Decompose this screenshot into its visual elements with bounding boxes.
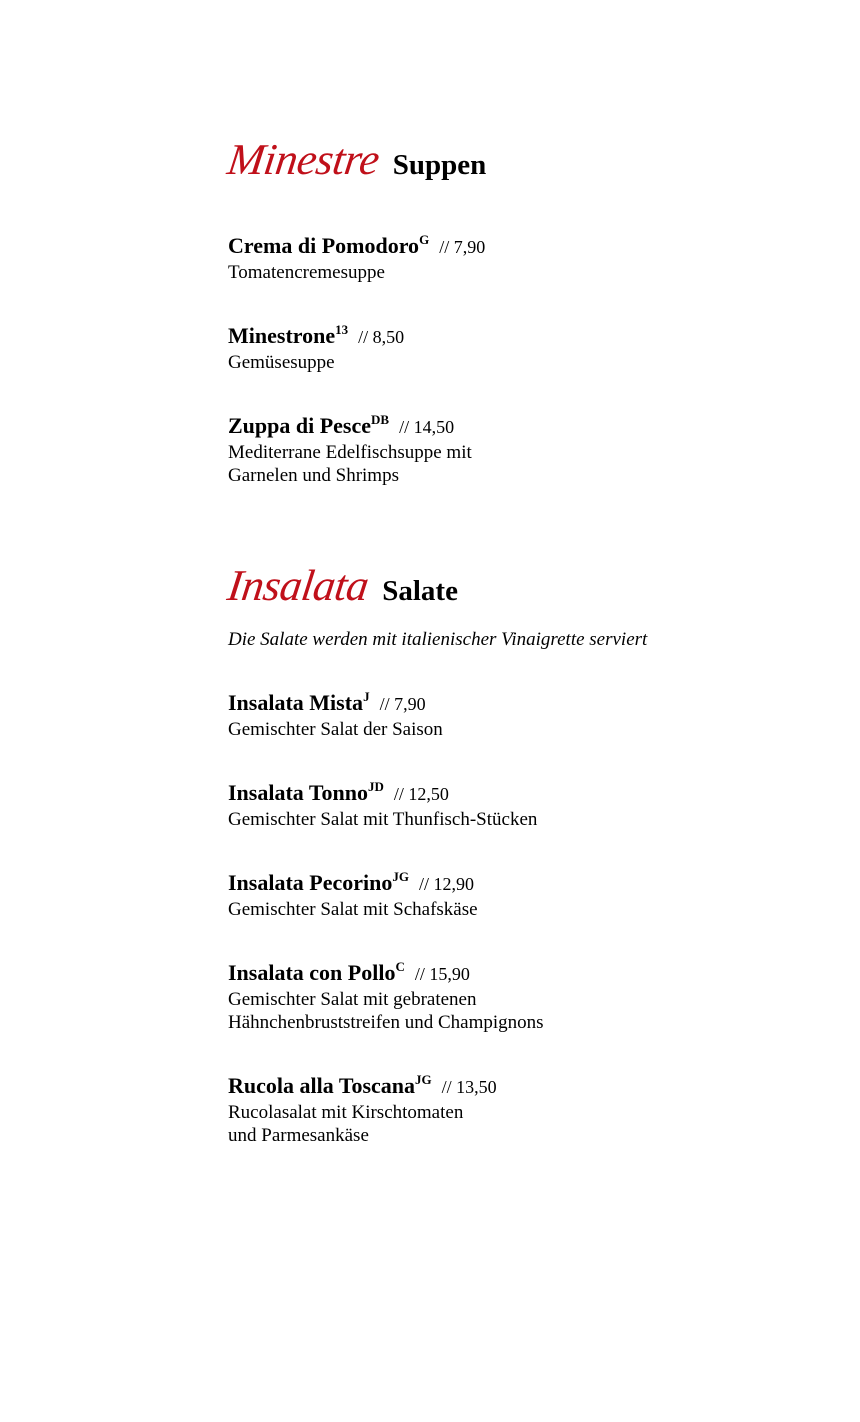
allergen-codes: G [419, 232, 430, 247]
item-price: // 13,50 [441, 1077, 497, 1097]
salad-note: Die Salate werden mit italienischer Vinaigrette serviert [228, 629, 648, 650]
section-title-german: Salate [382, 575, 458, 607]
allergen-codes: JD [368, 779, 384, 794]
menu-item [228, 775, 537, 831]
menu-item [228, 228, 485, 284]
section-title-german: Suppen [392, 149, 487, 181]
menu-item [228, 318, 404, 374]
item-name: Insalata Tonno [228, 780, 369, 805]
item-description: Gemüsesuppe [228, 352, 335, 373]
allergen-codes: C [395, 959, 405, 974]
item-description: Gemischter Salat mit Schafskäse [228, 899, 478, 920]
item-description: Rucolasalat mit Kirschtomaten und Parmesankäse [228, 1102, 464, 1146]
section-title-salate [224, 560, 458, 611]
allergen-codes: 13 [335, 322, 349, 337]
item-name: Minestrone [228, 323, 336, 348]
allergen-codes: JG [392, 869, 410, 884]
item-price: // 12,90 [419, 874, 475, 894]
item-price: // 15,90 [414, 964, 470, 984]
section-title-italian: Minestre [224, 135, 383, 184]
allergen-codes: DB [371, 412, 390, 427]
section-title-italian: Insalata [224, 561, 372, 610]
item-name: Crema di Pomodoro [228, 233, 420, 258]
item-price: // 12,50 [393, 784, 449, 804]
item-description: Mediterrane Edelfischsuppe mit Garnelen und Shrimps [228, 442, 472, 486]
allergen-codes: J [363, 689, 370, 704]
item-description: Gemischter Salat der Saison [228, 719, 443, 740]
menu-item [228, 955, 544, 1034]
menu-item [228, 865, 478, 921]
item-description: Gemischter Salat mit Thunfisch-Stücken [228, 809, 538, 830]
item-description: Gemischter Salat mit gebratenen Hähnchenbruststreifen und Champignons [228, 989, 544, 1033]
item-name: Rucola alla Toscana [228, 1073, 416, 1098]
item-name: Insalata Mista [228, 690, 364, 715]
item-name: Insalata con Pollo [228, 960, 396, 985]
item-description: Tomatencremesuppe [228, 262, 385, 283]
item-price: // 7,90 [439, 237, 486, 257]
menu-item [228, 1068, 497, 1147]
item-price: // 14,50 [399, 417, 455, 437]
allergen-codes: JG [415, 1072, 432, 1087]
item-price: // 7,90 [379, 694, 426, 714]
menu-item [228, 408, 472, 487]
menu-item [228, 685, 443, 741]
item-name: Zuppa di Pesce [228, 413, 372, 438]
section-title-suppen [224, 134, 487, 185]
item-price: // 8,50 [358, 327, 405, 347]
item-name: Insalata Pecorino [228, 870, 393, 895]
